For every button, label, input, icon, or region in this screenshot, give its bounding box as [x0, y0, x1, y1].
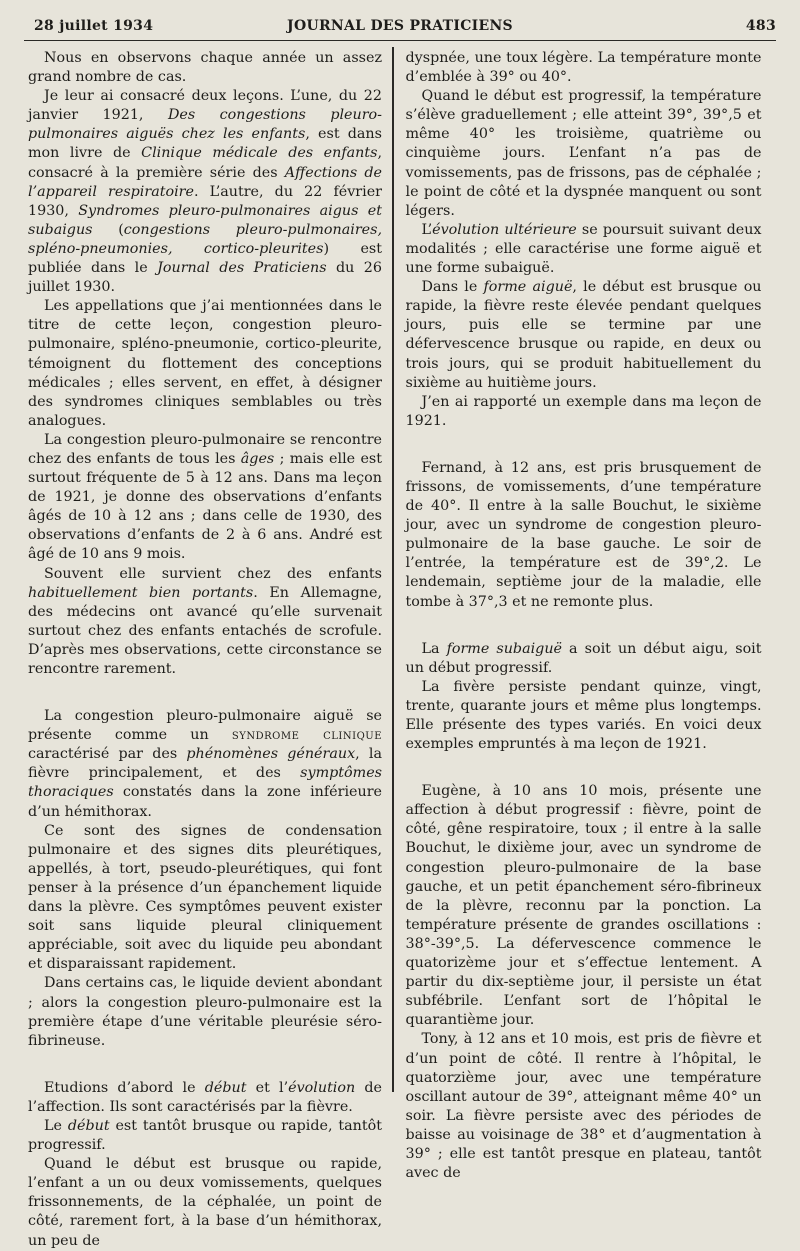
paragraph — [28, 565, 382, 680]
paragraph — [28, 1117, 382, 1155]
paragraph — [406, 1030, 762, 1183]
text-run: ( — [92, 221, 124, 238]
paragraph — [406, 87, 762, 221]
paragraph — [406, 393, 762, 431]
text-run: , consacré à la première série des — [28, 145, 382, 181]
paragraph — [28, 822, 382, 975]
left-column — [24, 49, 392, 1249]
text-run: Dans le — [421, 279, 484, 296]
text-run: ) est publiée dans le — [28, 240, 382, 277]
text-run: Dans certains cas, le liquide devient abondant ; alors la congestion pleuro-pulmonaire est la première étape d’une véritable pleurésie séro-fibrineuse. — [28, 975, 382, 1049]
small-caps-text: syndrome clinique — [231, 727, 382, 744]
text-run: La — [421, 640, 447, 657]
text-run: Souvent elle survient chez des enfants — [44, 565, 382, 582]
italic-text: Affections de l’appareil respiratoire — [28, 164, 382, 200]
italic-text: âges — [240, 450, 275, 467]
paragraph-gap — [406, 754, 762, 782]
text-run: . L’autre, du 22 février 1930, — [28, 183, 383, 219]
text-run: constatés dans la zone inférieure d’un hémithorax. — [28, 784, 382, 820]
right-column — [394, 49, 762, 1182]
paragraph — [406, 221, 762, 278]
text-run: , est dans mon livre de — [28, 126, 382, 162]
text-run: . En Allemagne, des médecins ont avancé qu’elle survenait surtout chez des enfants entachés de scrofule. D’après mes observations, cette circonstance se rencontre rarement. — [28, 584, 382, 677]
text-run: Tony, à 12 ans et 10 mois, est pris de fièvre et d’un point de côté. Il rentre à l’hôpital, le quatorzième jour, avec une température oscillant autour de 39°, atteignant même 40° un soir. La fièvre persiste avec des périodes de baisse au voisinage de 38° et d’augmentation à 39° ; elle est tantôt presque en plateau, tantôt avec de — [405, 1031, 762, 1182]
page-header — [24, 16, 776, 41]
text-run: Etudions d’abord le — [44, 1079, 205, 1096]
paragraph — [406, 678, 762, 754]
italic-text: début — [204, 1079, 247, 1096]
text-run: du 26 juillet 1930. — [28, 260, 382, 296]
italic-text: forme subaiguë — [446, 640, 562, 657]
italic-text: début — [67, 1117, 110, 1134]
paragraph — [406, 782, 762, 1030]
italic-text: symptômes thoraciques — [28, 765, 382, 801]
text-run: Le — [44, 1117, 68, 1134]
paragraph — [28, 974, 382, 1050]
text-run: ; mais elle est surtout fréquente de 5 à 12 ans. Dans ma leçon de 1921, je donne des observations d’enfants âgés de 10 à 12 ans ; dans celle de 1930, des observations d’enfants de 2 à 6 ans. André est âgé de 10 ans 9 mois. — [28, 450, 382, 563]
italic-text: évolution ultérieure — [432, 221, 577, 238]
paragraph — [406, 459, 762, 612]
paragraph — [28, 49, 382, 87]
text-run: Ce sont des signes de condensation pulmonaire et des signes dits pleurétiques, appellés, à tort, pseudo-pleurétiques, qui font penser à la présence d’un épanchement liquide dans la plèvre. Ces symptômes peuvent exister soit sans liquide pleural cliniquement appréciable, soit avec du liquide peu abondant et disparaissant rapidement. — [28, 822, 382, 973]
text-run: , la fièvre principalement, et des — [28, 746, 382, 782]
text-run: La fivère persiste pendant quinze, vingt, trente, quarante jours et même plus longtemps. Elle présente des types variés. En voici deux exemples empruntés à ma leçon de 1921. — [405, 678, 762, 753]
italic-text: Syndromes pleuro-pulmonaires aigus et subaigus — [28, 202, 382, 238]
paragraph — [406, 278, 762, 393]
paragraph — [28, 1155, 382, 1250]
text-run: et l’ — [246, 1079, 289, 1096]
text-run: La congestion pleuro-pulmonaire aiguë se présente comme un — [28, 708, 382, 744]
text-run: a soit un début aigu, soit un début progressif. — [405, 640, 762, 676]
paragraph-gap — [28, 1051, 382, 1079]
text-run: Les appellations que j’ai mentionnées dans le titre de cette leçon, congestion pleuro-pulmonaire, spléno-pneumonie, cortico-pleurite, témoignent du flottement des conceptions médicales ; elles servent, en effet, à désigner des syndromes cliniques semblables ou très analogues. — [28, 298, 382, 429]
text-run: Quand le début est progressif, la température s’élève graduellement ; elle atteint 39°, 39°,5 et même 40° les troisième, quatrième ou cinquième jours. L’enfant n’a pas de vomissements, pas de frissons, pas de céphalée ; le point de côté et la dyspnée manquent ou sont légers. — [405, 88, 762, 219]
text-run: J’en ai rapporté un exemple dans ma leçon de 1921. — [405, 393, 762, 429]
paragraph — [406, 640, 762, 678]
italic-text: forme aiguë — [483, 279, 573, 296]
italic-text: phénomènes généraux — [186, 746, 356, 763]
paragraph — [28, 297, 382, 431]
paragraph — [28, 87, 382, 297]
text-run: L’ — [421, 221, 433, 238]
text-run: , le début est brusque ou rapide, la fièvre reste élevée pendant quelques jours, puis elle se termine par une défervescence brusque ou rapide, en deux ou trois jours, qui se produit habituellement du sixième au huitième jours. — [405, 279, 762, 391]
text-run: Nous en observons chaque année un assez grand nombre de cas. — [28, 50, 382, 86]
text-run: de l’affection. Ils sont caractérisés par la fièvre. — [28, 1079, 382, 1115]
paragraph-gap — [406, 431, 762, 459]
italic-text: Clinique médicale des enfants — [141, 145, 378, 162]
paragraph — [28, 431, 382, 565]
paragraph — [28, 1079, 382, 1117]
italic-text: évolution — [288, 1079, 356, 1096]
text-run: Quand le début est brusque ou rapide, l’enfant a un ou deux vomissements, quelques frissonnements, de la céphalée, un point de côté, rarement fort, à la base d’un hémithorax, un peu de — [28, 1156, 382, 1249]
header-journal-title: JOURNAL DES PRATICIENS — [287, 18, 513, 34]
text-run: se poursuit suivant deux modalités ; elle caractérise une forme aiguë et une forme subaiguë. — [405, 221, 762, 277]
italic-text: congestions pleuro-pulmonaires, spléno-pneumonies, cortico-pleurites — [28, 221, 382, 257]
text-run: dyspnée, une toux légère. La température monte d’emblée à 39° ou 40°. — [405, 50, 762, 86]
italic-text: Journal des Praticiens — [157, 260, 327, 277]
italic-text: habituellement bien portants — [28, 584, 254, 601]
paragraph-gap — [28, 679, 382, 707]
text-run: caractérisé par des — [28, 746, 187, 763]
paragraph — [406, 49, 762, 87]
header-date: 28 juillet 1934 — [34, 18, 154, 34]
paragraph — [28, 707, 382, 822]
text-run: La congestion pleuro-pulmonaire se rencontre chez des enfants de tous les — [28, 431, 382, 467]
text-run: Eugène, à 10 ans 10 mois, présente une affection à début progressif : fièvre, point de côté, gêne respiratoire, toux ; il entre à la salle Bouchut, le dixième jour, avec un syndrome de congestion pleuro-pulmonaire de la base gauche, et un petit épanchement séro-fibrineux de la plèvre, reconnu par la ponction. La température présente de grandes oscillations : 38°-39°,5. La défervescence commence le quatorizème jour et s’effectue lentement. A partir du dix-septième jour, il persiste un état subfébrile. L’enfant sort de l’hôpital le quarantième jour. — [405, 783, 762, 1029]
text-run: Fernand, à 12 ans, est pris brusquement de frissons, de vomissements, d’une température de 40°. Il entre à la salle Bouchut, le sixième jour, avec un syndrome de congestion pleuro-pulmonaire de la base gauche. Le soir de l’entrée, la température est de 39°,2. Le lendemain, septième jour de la maladie, elle tombe à 37°,3 et ne remonte plus. — [405, 459, 762, 610]
text-run: Je leur ai consacré deux leçons. L’une, du 22 janvier 1921, — [28, 88, 382, 124]
article-columns — [24, 49, 776, 1249]
paragraph-gap — [406, 612, 762, 640]
italic-text: Des congestions pleuro-pulmonaires aiguës chez les enfants — [28, 107, 382, 143]
header-page-number: 483 — [745, 18, 776, 34]
text-run: est tantôt brusque ou rapide, tantôt progressif. — [28, 1117, 382, 1154]
